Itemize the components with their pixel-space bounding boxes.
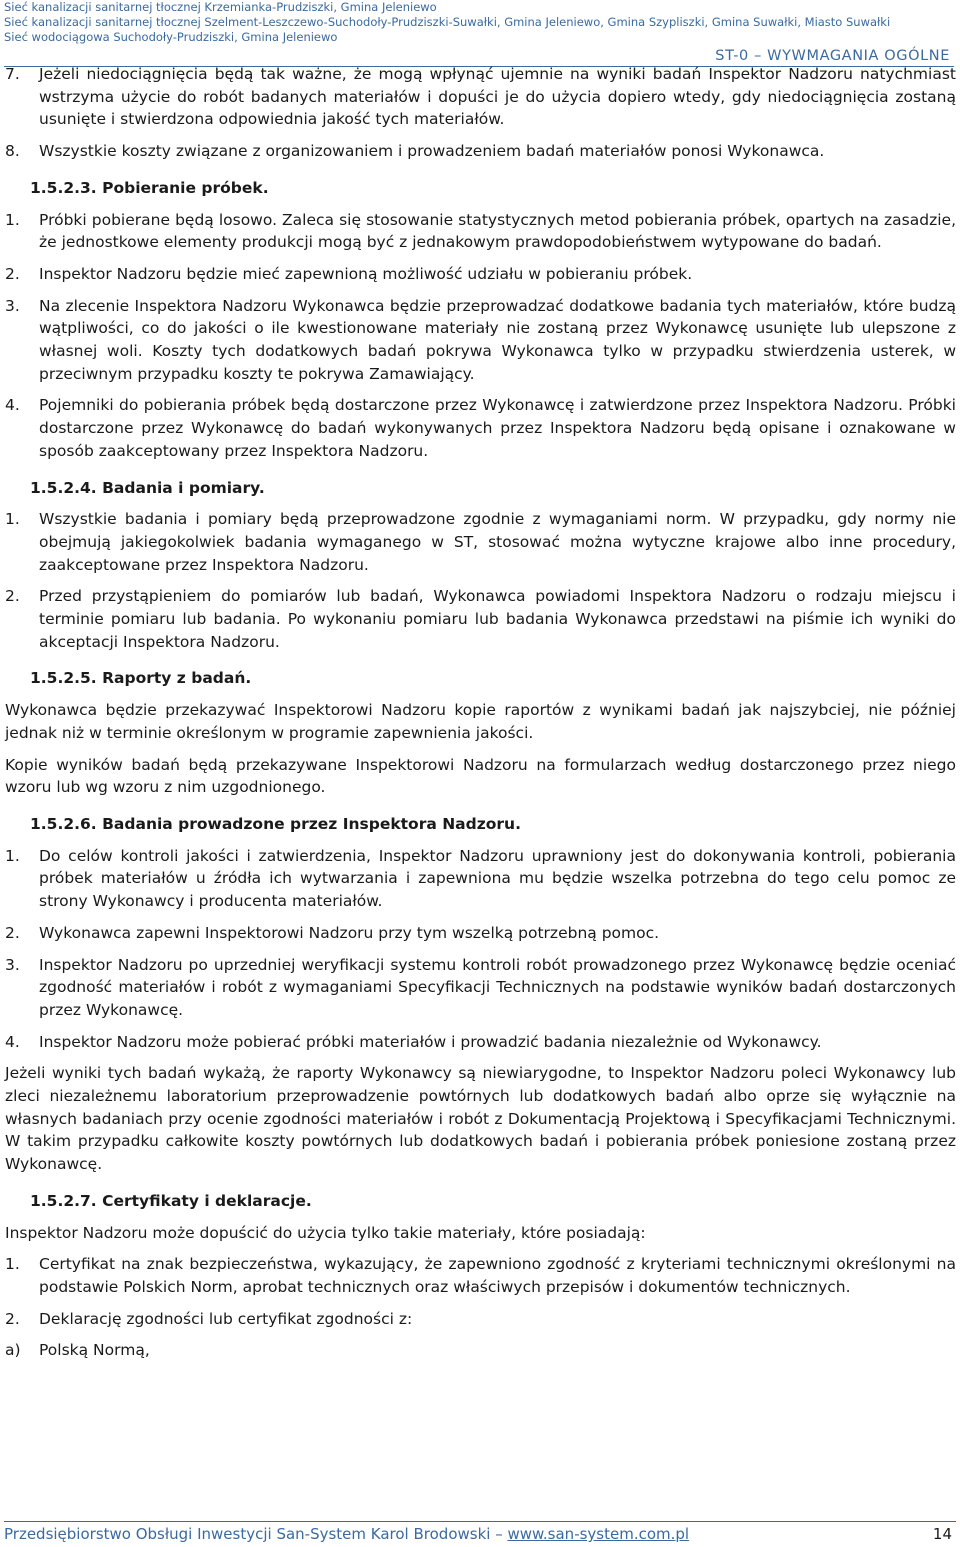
item-text: Inspektor Nadzoru po uprzedniej weryfikacji systemu kontroli robót prowadzonego przez Wykonawcę będzie oceniać zgodność materiałów i robót z wymaganiami Specyfikacji Technicznych na podstawie wyników badań dostarczonych przez Wykonawcę. [39, 955, 956, 1019]
list-item [5, 140, 956, 163]
list-item [5, 1308, 956, 1331]
spec-title: ST-0 – WYWMAGANIA OGÓLNE [715, 48, 950, 64]
item-text: Wykonawca zapewni Inspektorowi Nadzoru przy tym wszelką potrzebną pomoc. [39, 923, 660, 942]
paragraph: Jeżeli wyniki tych badań wykażą, że raporty Wykonawcy są niewiarygodne, to Inspektor Nadzoru poleci Wykonawcy lub zleci niezależnemu laboratorium przeprowadzenie powtórnych lub dodatkowych badań albo oprze się wyłącznie na własnych badaniach przy ocenie zgodności materiałów i robót z Dokumentacją Projektową i Specyfikacjami Technicznymi. W takim przypadku całkowite koszty powtórnych lub dodatkowych badań i pobierania próbek poniesione zostaną przez Wykonawcę. [5, 1064, 956, 1174]
section-title: Raporty z badań. [102, 669, 252, 688]
item-number: 1. [5, 846, 20, 865]
footer-row [4, 1525, 956, 1543]
list-item [5, 845, 956, 913]
item-number: 2. [5, 264, 20, 283]
item-text: Inspektor Nadzoru może pobierać próbki materiałów i prowadzić badania niezależnie od Wykonawcy. [39, 1032, 822, 1051]
item-text: Certyfikat na znak bezpieczeństwa, wykazujący, że zapewniono zgodność z kryteriami technicznymi określonymi na podstawie Polskich Norm, aprobat technicznych oraz właściwych przepisów i dokumentów technicznych. [39, 1255, 956, 1296]
section-number: 1.5.2.5. [30, 669, 97, 688]
list-item [5, 508, 956, 576]
item-number: a) [5, 1341, 21, 1360]
item-number: 2. [5, 923, 20, 942]
section-heading [30, 177, 956, 200]
company-website-link[interactable]: www.san-system.com.pl [507, 1525, 690, 1543]
section-title: Certyfikaty i deklaracje. [102, 1191, 312, 1210]
list-item [5, 209, 956, 254]
list-item [5, 263, 956, 286]
section-number: 1.5.2.3. [30, 178, 97, 197]
list-item [5, 1339, 956, 1362]
page-footer [4, 1521, 956, 1543]
section-number: 1.5.2.7. [30, 1191, 97, 1210]
item-text: Deklarację zgodności lub certyfikat zgodności z: [39, 1309, 413, 1328]
section-title: Pobieranie próbek. [102, 178, 269, 197]
item-number: 1. [5, 1255, 20, 1274]
paragraph: Inspektor Nadzoru może dopuścić do użycia tylko takie materiały, które posiadają: [5, 1223, 646, 1242]
list-item [5, 394, 956, 462]
company-name: Przedsiębiorstwo Obsługi Inwestycji San-System Karol Brodowski – [4, 1525, 508, 1543]
item-text: Próbki pobierane będą losowo. Zaleca się stosowanie statystycznych metod pobierania próbek, opartych na zasadzie, że jednostkowe elementy produkcji mogą być z jednakowym prawdopodobieństwem wytypowane do badań. [39, 210, 956, 252]
list-item [5, 922, 956, 945]
list-item [5, 585, 956, 653]
section-heading [30, 1190, 956, 1213]
paragraph: Kopie wyników badań będą przekazywane Inspektorowi Nadzoru na formularzach według dostarczonego przez niego wzoru lub wg wzoru z nim uzgodnionego. [5, 755, 956, 797]
section-heading [30, 477, 956, 500]
item-number: 3. [5, 955, 20, 974]
item-text: Do celów kontroli jakości i zatwierdzenia, Inspektor Nadzoru uprawniony jest do dokonywania kontroli, pobierania próbek materiałów u źródła ich wytwarzania i zapewniona mu będzie wszelka potrzebna do tego celu pomoc ze strony Wykonawcy i producenta materiałów. [39, 846, 956, 911]
item-text: Jeżeli niedociągnięcia będą tak ważne, że mogą wpłynąć ujemnie na wyniki badań Inspektor Nadzoru natychmiast wstrzyma użycie do robót badanych materiałów i dopuści je do użycia dopiero wtedy, gdy niedociągnięcia zostaną usunięte i stwierdzona odpowiednia jakość tych materiałów. [39, 65, 956, 129]
item-number: 2. [5, 1309, 20, 1328]
list-item [5, 63, 956, 131]
list-item [5, 1031, 956, 1054]
section-title: Badania prowadzone przez Inspektora Nadzoru. [102, 814, 521, 833]
list-item [5, 295, 956, 386]
section-heading [30, 813, 956, 836]
list-item [5, 954, 956, 1022]
section-number: 1.5.2.6. [30, 814, 97, 833]
list-item [5, 1253, 956, 1298]
header-line-3: Sieć wodociągowa Suchodoły-Prudziszki, Gmina Jeleniewo [4, 30, 338, 44]
item-text: Wszystkie koszty związane z organizowaniem i prowadzeniem badań materiałów ponosi Wykonawca. [39, 142, 825, 161]
item-number: 4. [5, 396, 20, 415]
section-heading [30, 667, 956, 690]
item-number: 3. [5, 296, 20, 315]
item-text: Przed przystąpieniem do pomiarów lub badań, Wykonawca powiadomi Inspektora Nadzoru o rodzaju miejscu i terminie pomiaru lub badania. Po wykonaniu pomiaru lub badania Wykonawca przedstawi na piśmie ich wyniki do akceptacji Inspektora Nadzoru. [39, 587, 956, 651]
item-number: 4. [5, 1032, 20, 1051]
section-title: Badania i pomiary. [102, 478, 265, 497]
page-number: 14 [932, 1525, 952, 1543]
paragraph: Wykonawca będzie przekazywać Inspektorowi Nadzoru kopie raportów z wynikami badań jak najszybciej, nie później jednak niż w terminie określonym w programie zapewnienia jakości. [5, 701, 956, 742]
header-line-2: Sieć kanalizacji sanitarnej tłocznej Szelment-Leszczewo-Suchodoły-Prudziszki-Suwałki, Gmina Jeleniewo, Gmina Szypliszki, Gmina Suwałki, Miasto Suwałki [4, 15, 891, 29]
item-number: 7. [5, 65, 20, 83]
page-header [4, 0, 954, 67]
document-body [5, 63, 956, 1371]
item-number: 1. [5, 210, 20, 229]
item-text: Inspektor Nadzoru będzie mieć zapewnioną możliwość udziału w pobieraniu próbek. [39, 264, 693, 283]
item-number: 2. [5, 587, 20, 606]
item-text: Wszystkie badania i pomiary będą przeprowadzone zgodnie z wymaganiami norm. W przypadku, gdy normy nie obejmują jakiegokolwiek badania wymaganego w ST, stosować można wytyczne krajowe albo inne procedury, zaakceptowane przez Inspektora Nadzoru. [39, 510, 956, 574]
item-text: Pojemniki do pobierania próbek będą dostarczone przez Wykonawcę i zatwierdzone przez Inspektora Nadzoru. Próbki dostarczone przez Wykonawcę do badań wykonywanych przez Inspektora Nadzoru będą opisane i oznakowane w sposób zaakceptowany przez Inspektora Nadzoru. [39, 396, 956, 460]
footer-divider [4, 1521, 956, 1522]
item-text: Na zlecenie Inspektora Nadzoru Wykonawca będzie przeprowadzać dodatkowe badania tych materiałów, które budzą wątpliwości, co do jakości o ile kwestionowane materiały nie zostaną przez Wykonawcę usunięte lub ulepszone z własnej woli. Koszty tych dodatkowych badań pokrywa Wykonawca tylko w przypadku stwierdzenia usterek, w przeciwnym przypadku koszty te pokrywa Zamawiający. [39, 296, 956, 383]
footer-company-line [4, 1525, 689, 1543]
item-text: Polską Normą, [39, 1341, 150, 1360]
section-number: 1.5.2.4. [30, 478, 97, 497]
item-number: 8. [5, 142, 20, 161]
header-line-1: Sieć kanalizacji sanitarnej tłocznej Krzemianka-Prudziszki, Gmina Jeleniewo [4, 0, 437, 14]
item-number: 1. [5, 510, 20, 529]
